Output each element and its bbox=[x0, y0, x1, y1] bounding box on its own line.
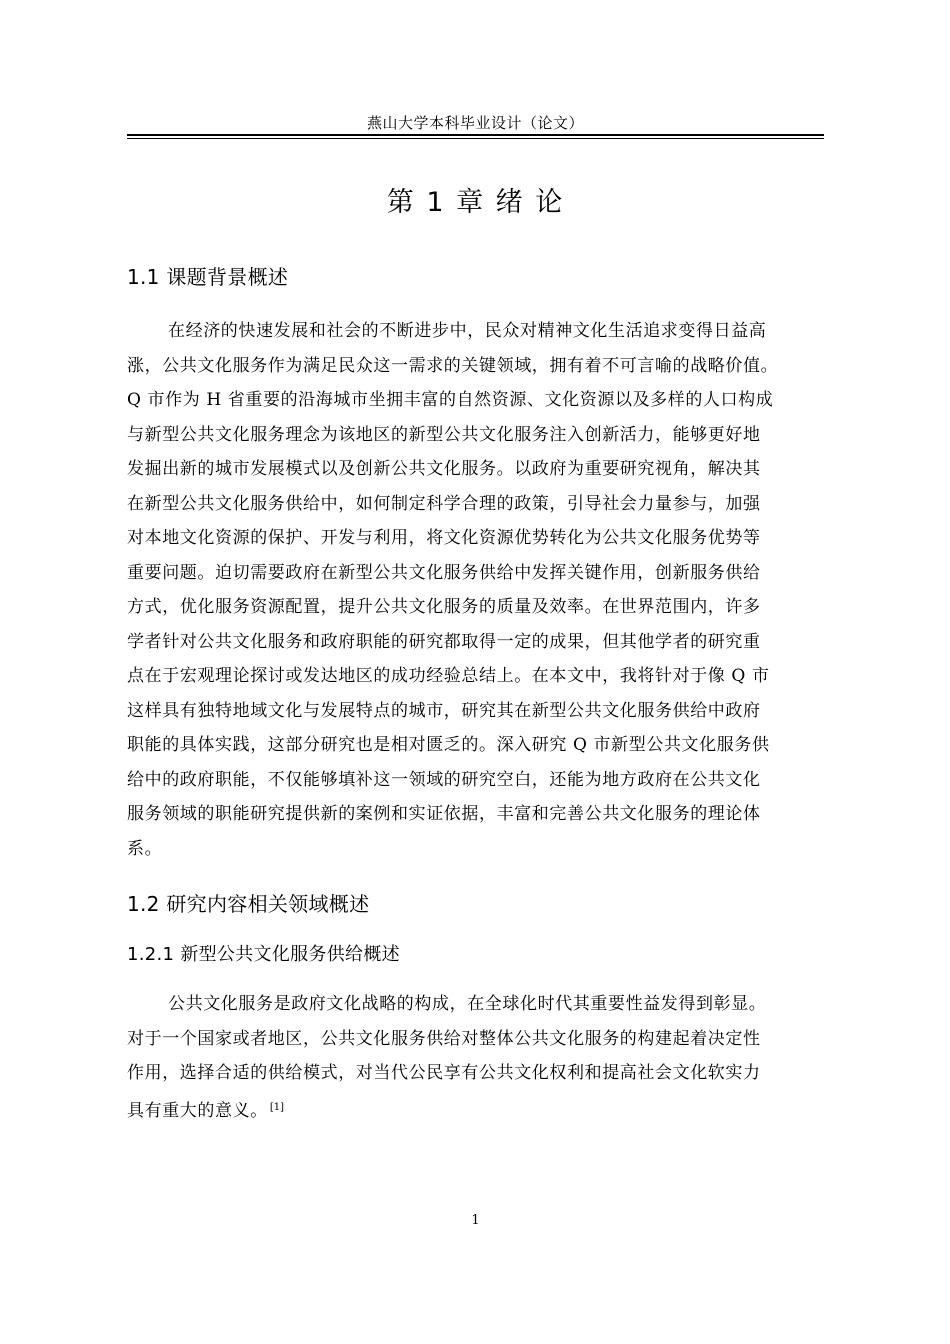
chapter-title: 第 1 章 绪 论 bbox=[386, 187, 565, 218]
paragraph-line: 点在于宏观理论探讨或发达地区的成功经验总结上。在本文中，我将针对于像 Q 市 bbox=[127, 666, 770, 686]
paragraph-line: 重要问题。迫切需要政府在新型公共文化服务供给中发挥关键作用，创新服务供给 bbox=[127, 562, 761, 583]
paragraph-line: 这样具有独特地域文化与发展特点的城市，研究其在新型公共文化服务供给中政府 bbox=[127, 700, 761, 721]
section-heading-1-2-1: 1.2.1 新型公共文化服务供给概述 bbox=[127, 944, 400, 965]
section-1-2-1-paragraph bbox=[127, 987, 827, 1125]
paragraph-line-last bbox=[127, 1091, 827, 1126]
paragraph-line: 学者针对公共文化服务和政府职能的研究都取得一定的成果，但其他学者的研究重 bbox=[127, 631, 761, 652]
paragraph-line: 与新型公共文化服务理念为该地区的新型公共文化服务注入创新活力，能够更好地 bbox=[127, 424, 761, 445]
section-heading-1-1: 1.1 课题背景概述 bbox=[127, 265, 289, 289]
header-rule-thin bbox=[127, 138, 824, 139]
paragraph-line: 发掘出新的城市发展模式以及创新公共文化服务。以政府为重要研究视角，解决其 bbox=[127, 459, 761, 479]
paragraph-line: 在经济的快速发展和社会的不断进步中，民众对精神文化生活追求变得日益高 bbox=[168, 321, 767, 341]
paragraph-line: 作用，选择合适的供给模式，对当代公民享有公共文化权利和提高社会文化软实力 bbox=[127, 1063, 761, 1083]
paragraph-line: 公共文化服务是政府文化战略的构成，在全球化时代其重要性益发得到彰显。 bbox=[168, 994, 767, 1014]
running-header: 燕山大学本科毕业设计（论文） bbox=[366, 114, 584, 132]
paragraph-line: 系。 bbox=[127, 838, 163, 859]
paragraph-line: 方式，优化服务资源配置，提升公共文化服务的质量及效率。在世界范围内，许多 bbox=[127, 597, 761, 617]
header-rule-thick bbox=[127, 134, 824, 136]
page-number: 1 bbox=[471, 1213, 480, 1228]
paragraph-line: 在新型公共文化服务供给中，如何制定科学合理的政策，引导社会力量参与，加强 bbox=[127, 493, 761, 514]
citation-reference[interactable]: [1] bbox=[269, 1101, 284, 1113]
paragraph-line: 服务领域的职能研究提供新的案例和实证依据，丰富和完善公共文化服务的理论体 bbox=[127, 804, 761, 824]
paragraph-line: Q 市作为 H 省重要的沿海城市坐拥丰富的自然资源、文化资源以及多样的人口构成 bbox=[127, 390, 774, 410]
section-heading-1-2: 1.2 研究内容相关领域概述 bbox=[127, 892, 370, 916]
paragraph-line: 职能的具体实践，这部分研究也是相对匮乏的。深入研究 Q 市新型公共文化服务供 bbox=[127, 735, 770, 755]
paragraph-line: 对于一个国家或者地区，公共文化服务供给对整体公共文化服务的构建起着决定性 bbox=[127, 1028, 761, 1049]
paragraph-line: 对本地文化资源的保护、开发与利用，将文化资源优势转化为公共文化服务优势等 bbox=[127, 528, 761, 548]
paragraph-line: 涨，公共文化服务作为满足民众这一需求的关键领域，拥有着不可言喻的战略价值。 bbox=[127, 355, 779, 376]
paragraph-line-text: 具有重大的意义。 bbox=[127, 1100, 268, 1121]
paragraph-line: 给中的政府职能，不仅能够填补这一领域的研究空白，还能为地方政府在公共文化 bbox=[127, 769, 761, 790]
section-1-1-paragraph bbox=[127, 314, 827, 866]
